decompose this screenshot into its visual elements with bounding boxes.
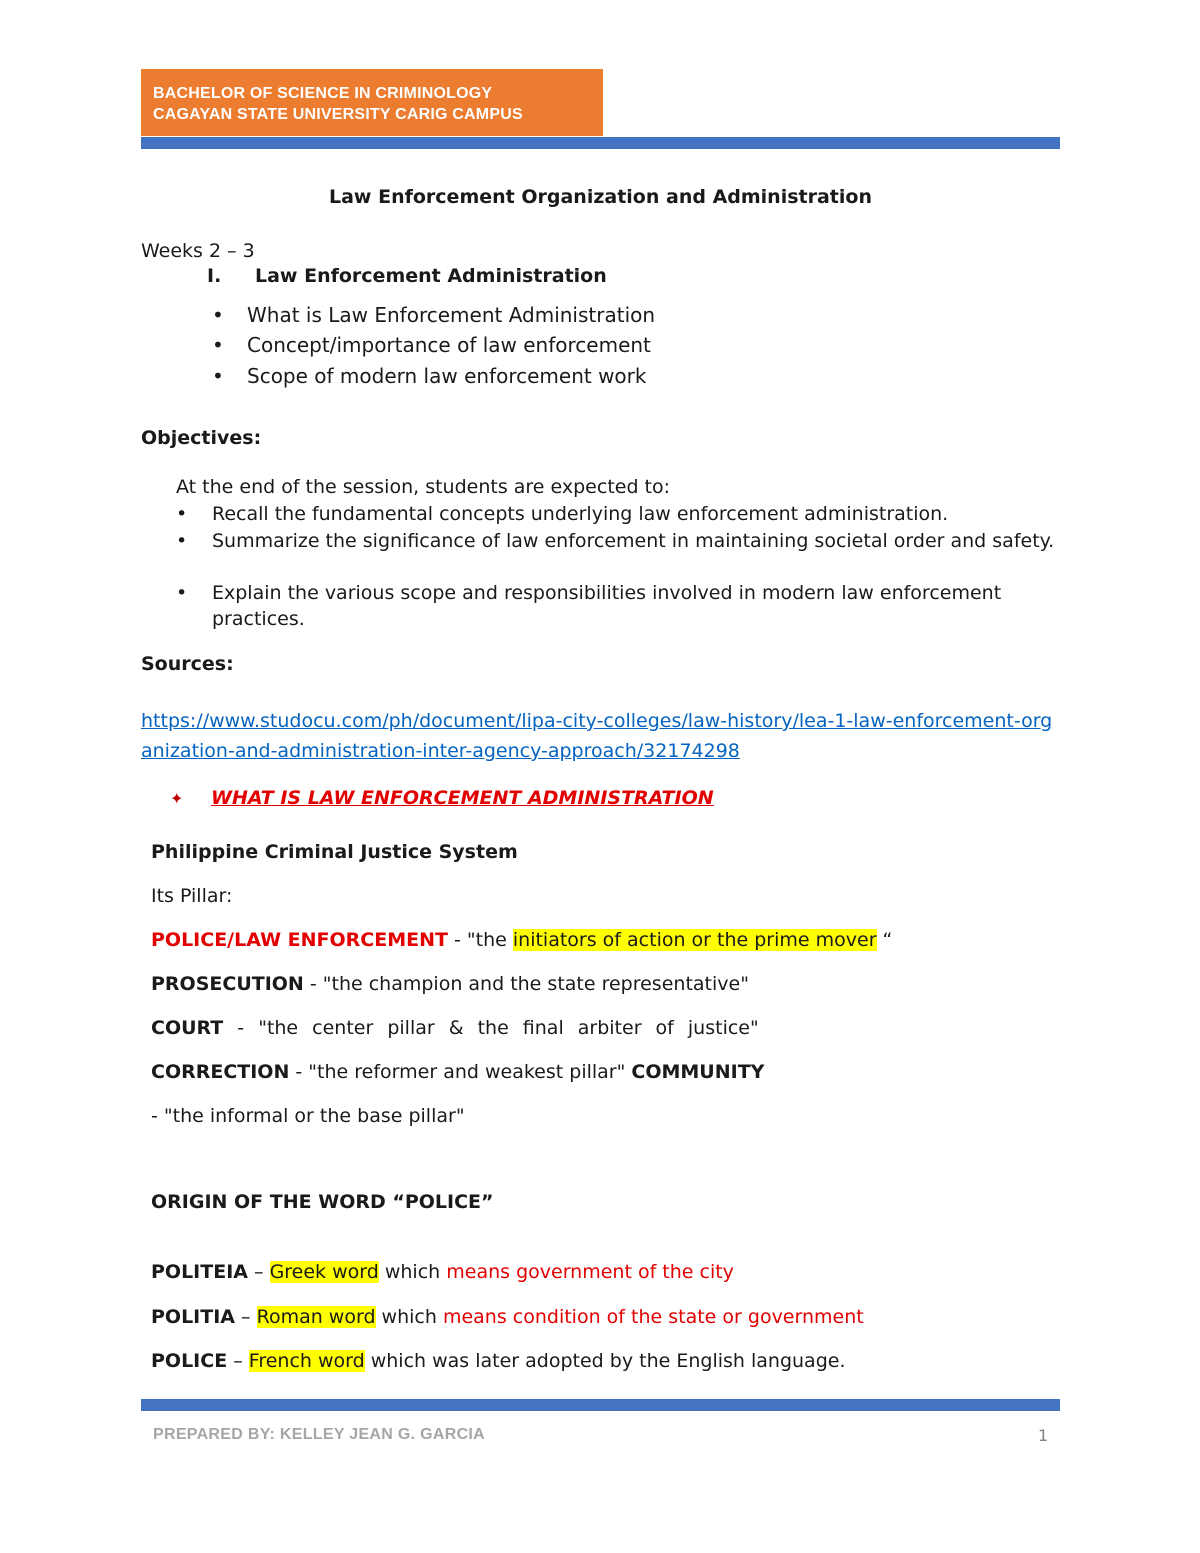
pillar-court: COURT - "the center pillar & the final arbiter of justice" (151, 1017, 759, 1039)
subheading-text: WHAT IS LAW ENFORCEMENT ADMINISTRATION (211, 787, 714, 809)
objectives-label: Objectives: (141, 427, 262, 449)
pillar-community: - "the informal or the base pillar" (151, 1105, 465, 1127)
bullet-icon: • (176, 530, 188, 552)
topic-item: • Scope of modern law enforcement work (212, 364, 647, 388)
weeks-label: Weeks 2 – 3 (141, 240, 255, 262)
section-title: Law Enforcement Administration (255, 265, 607, 287)
sources-label: Sources: (141, 653, 234, 675)
cjs-title: Philippine Criminal Justice System (151, 841, 518, 863)
page-number: 1 (1038, 1426, 1049, 1445)
bullet-icon: • (176, 503, 188, 525)
source-link[interactable]: https://www.studocu.com/ph/document/lipa-city-colleges/law-history/lea-1-law-enforcement-organization-and-administration-inter-agency-approach/32174298 (141, 710, 1053, 762)
topic-item: • Concept/importance of law enforcement (212, 333, 651, 357)
footer-rule (141, 1399, 1060, 1411)
document-title: Law Enforcement Organization and Administration (329, 186, 872, 208)
objective-item: • Summarize the significance of law enforcement in maintaining societal order and safety. (176, 530, 1055, 552)
program-header (141, 69, 603, 136)
origin-item: POLICE – French word which was later adopted by the English language. (151, 1350, 846, 1372)
origin-item: POLITIA – Roman word which means condition of the state or government (151, 1306, 864, 1328)
header-rule (141, 137, 1060, 149)
bullet-icon: • (212, 333, 224, 357)
objective-item: • Recall the fundamental concepts underlying law enforcement administration. (176, 503, 949, 525)
objectives-intro: At the end of the session, students are expected to: (176, 476, 671, 498)
origin-item: POLITEIA – Greek word which means government of the city (151, 1261, 734, 1283)
star-icon: ✦ (170, 789, 184, 808)
bullet-icon: • (176, 582, 188, 604)
section-heading (207, 265, 607, 287)
section-number: I. (207, 265, 222, 287)
program-name: BACHELOR OF SCIENCE IN CRIMINOLOGY (153, 85, 493, 102)
prepared-by: PREPARED BY: KELLEY JEAN G. GARCIA (153, 1426, 486, 1443)
university-name: CAGAYAN STATE UNIVERSITY CARIG CAMPUS (153, 106, 523, 123)
pillar-label: Its Pillar: (151, 885, 233, 907)
objective-item: • Explain the various scope and responsibilities involved in modern law enforcement practices. (176, 582, 1002, 630)
subheading (170, 787, 714, 809)
pillar-police: POLICE/LAW ENFORCEMENT - "the initiators of action or the prime mover “ (151, 929, 893, 951)
pillar-correction: CORRECTION - "the reformer and weakest pillar" COMMUNITY (151, 1061, 765, 1083)
origin-title: ORIGIN OF THE WORD “POLICE” (151, 1191, 494, 1213)
bullet-icon: • (212, 364, 224, 388)
topic-item: • What is Law Enforcement Administration (212, 303, 656, 327)
pillar-prosecution: PROSECUTION - "the champion and the state representative" (151, 973, 749, 995)
bullet-icon: • (212, 303, 224, 327)
